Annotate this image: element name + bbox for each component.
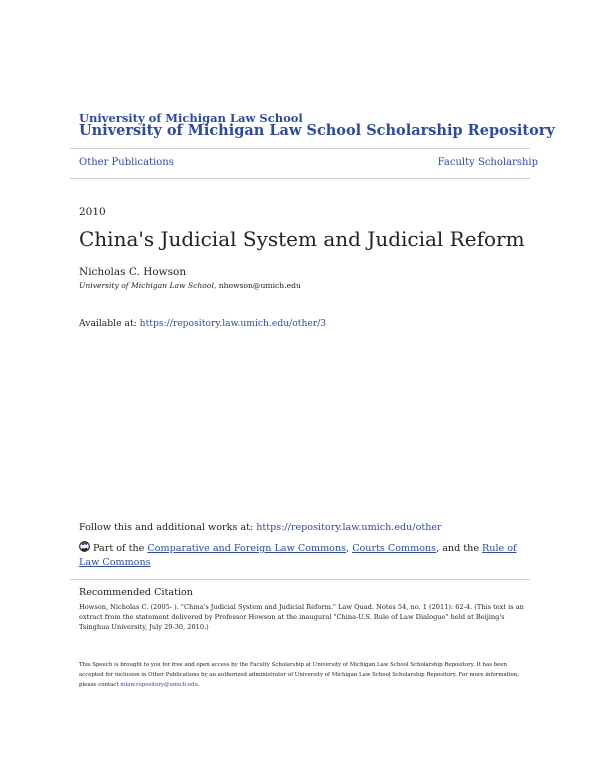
- part-of-sep-2: , and the: [436, 543, 483, 554]
- rule-of-law-link[interactable]: Rule of Law Commons: [79, 543, 517, 568]
- follow-link[interactable]: https://repository.law.umich.edu/other: [256, 522, 442, 533]
- footer-email-link[interactable]: mlaw.repository@umich.edu: [120, 682, 199, 688]
- footer-end: .: [198, 682, 200, 688]
- follow-label: Follow this and additional works at:: [79, 522, 257, 533]
- availability-link[interactable]: https://repository.law.umich.edu/other/3: [139, 318, 327, 329]
- comparative-foreign-law-link[interactable]: Comparative and Foreign Law Commons: [147, 543, 347, 554]
- part-of-prefix: Part of the: [93, 543, 148, 554]
- part-of-sep-1: ,: [346, 543, 353, 554]
- network-commons-icon: [79, 541, 90, 552]
- recommended-citation-text: Howson, Nicholas C. (2005- ). "China's Judicial System and Judicial Reform." Law Quad. Notes 54, no. 1 (2011): 62-4. (This text is an extract from the statement delivered by Professor Howson at the inaugural "China-U.S. Rule of Law Dialogue" held at Beijing's Tsinghua University, July 29-30, 2010.): [79, 603, 524, 631]
- author-email: , nhowson@umich.edu: [213, 281, 301, 290]
- repository-name[interactable]: University of Michigan Law School Scholarship Repository: [79, 122, 555, 139]
- article-title: China's Judicial System and Judicial Reform: [79, 227, 525, 251]
- faculty-scholarship-link[interactable]: Faculty Scholarship: [437, 157, 538, 168]
- header-divider-bottom: [70, 178, 530, 179]
- recommended-citation-heading: Recommended Citation: [79, 587, 193, 598]
- availability-line: [79, 318, 326, 329]
- citation-divider: [70, 579, 530, 580]
- other-publications-link[interactable]: Other Publications: [79, 157, 174, 168]
- header-divider-top: [70, 148, 530, 149]
- courts-commons-link[interactable]: Courts Commons: [352, 543, 437, 554]
- author-name: Nicholas C. Howson: [79, 266, 187, 278]
- author-affiliation: [79, 281, 301, 290]
- affiliation-name: University of Michigan Law School: [79, 281, 214, 290]
- footer-notice: [79, 660, 524, 690]
- publication-year: 2010: [79, 206, 106, 218]
- footer-text: This Speech is brought to you for free and open access by the Faculty Scholarship at University of Michigan Law School Scholarship Repository. It has been accepted for inclusion in Other Publications by an authorized administrator of University of Michigan Law School Scholarship Repository. For more information, please contact: [79, 662, 519, 688]
- availability-label: Available at:: [79, 318, 140, 329]
- follow-line: [79, 522, 442, 533]
- institution-name[interactable]: University of Michigan Law School: [79, 111, 303, 125]
- part-of-commons: [79, 541, 519, 569]
